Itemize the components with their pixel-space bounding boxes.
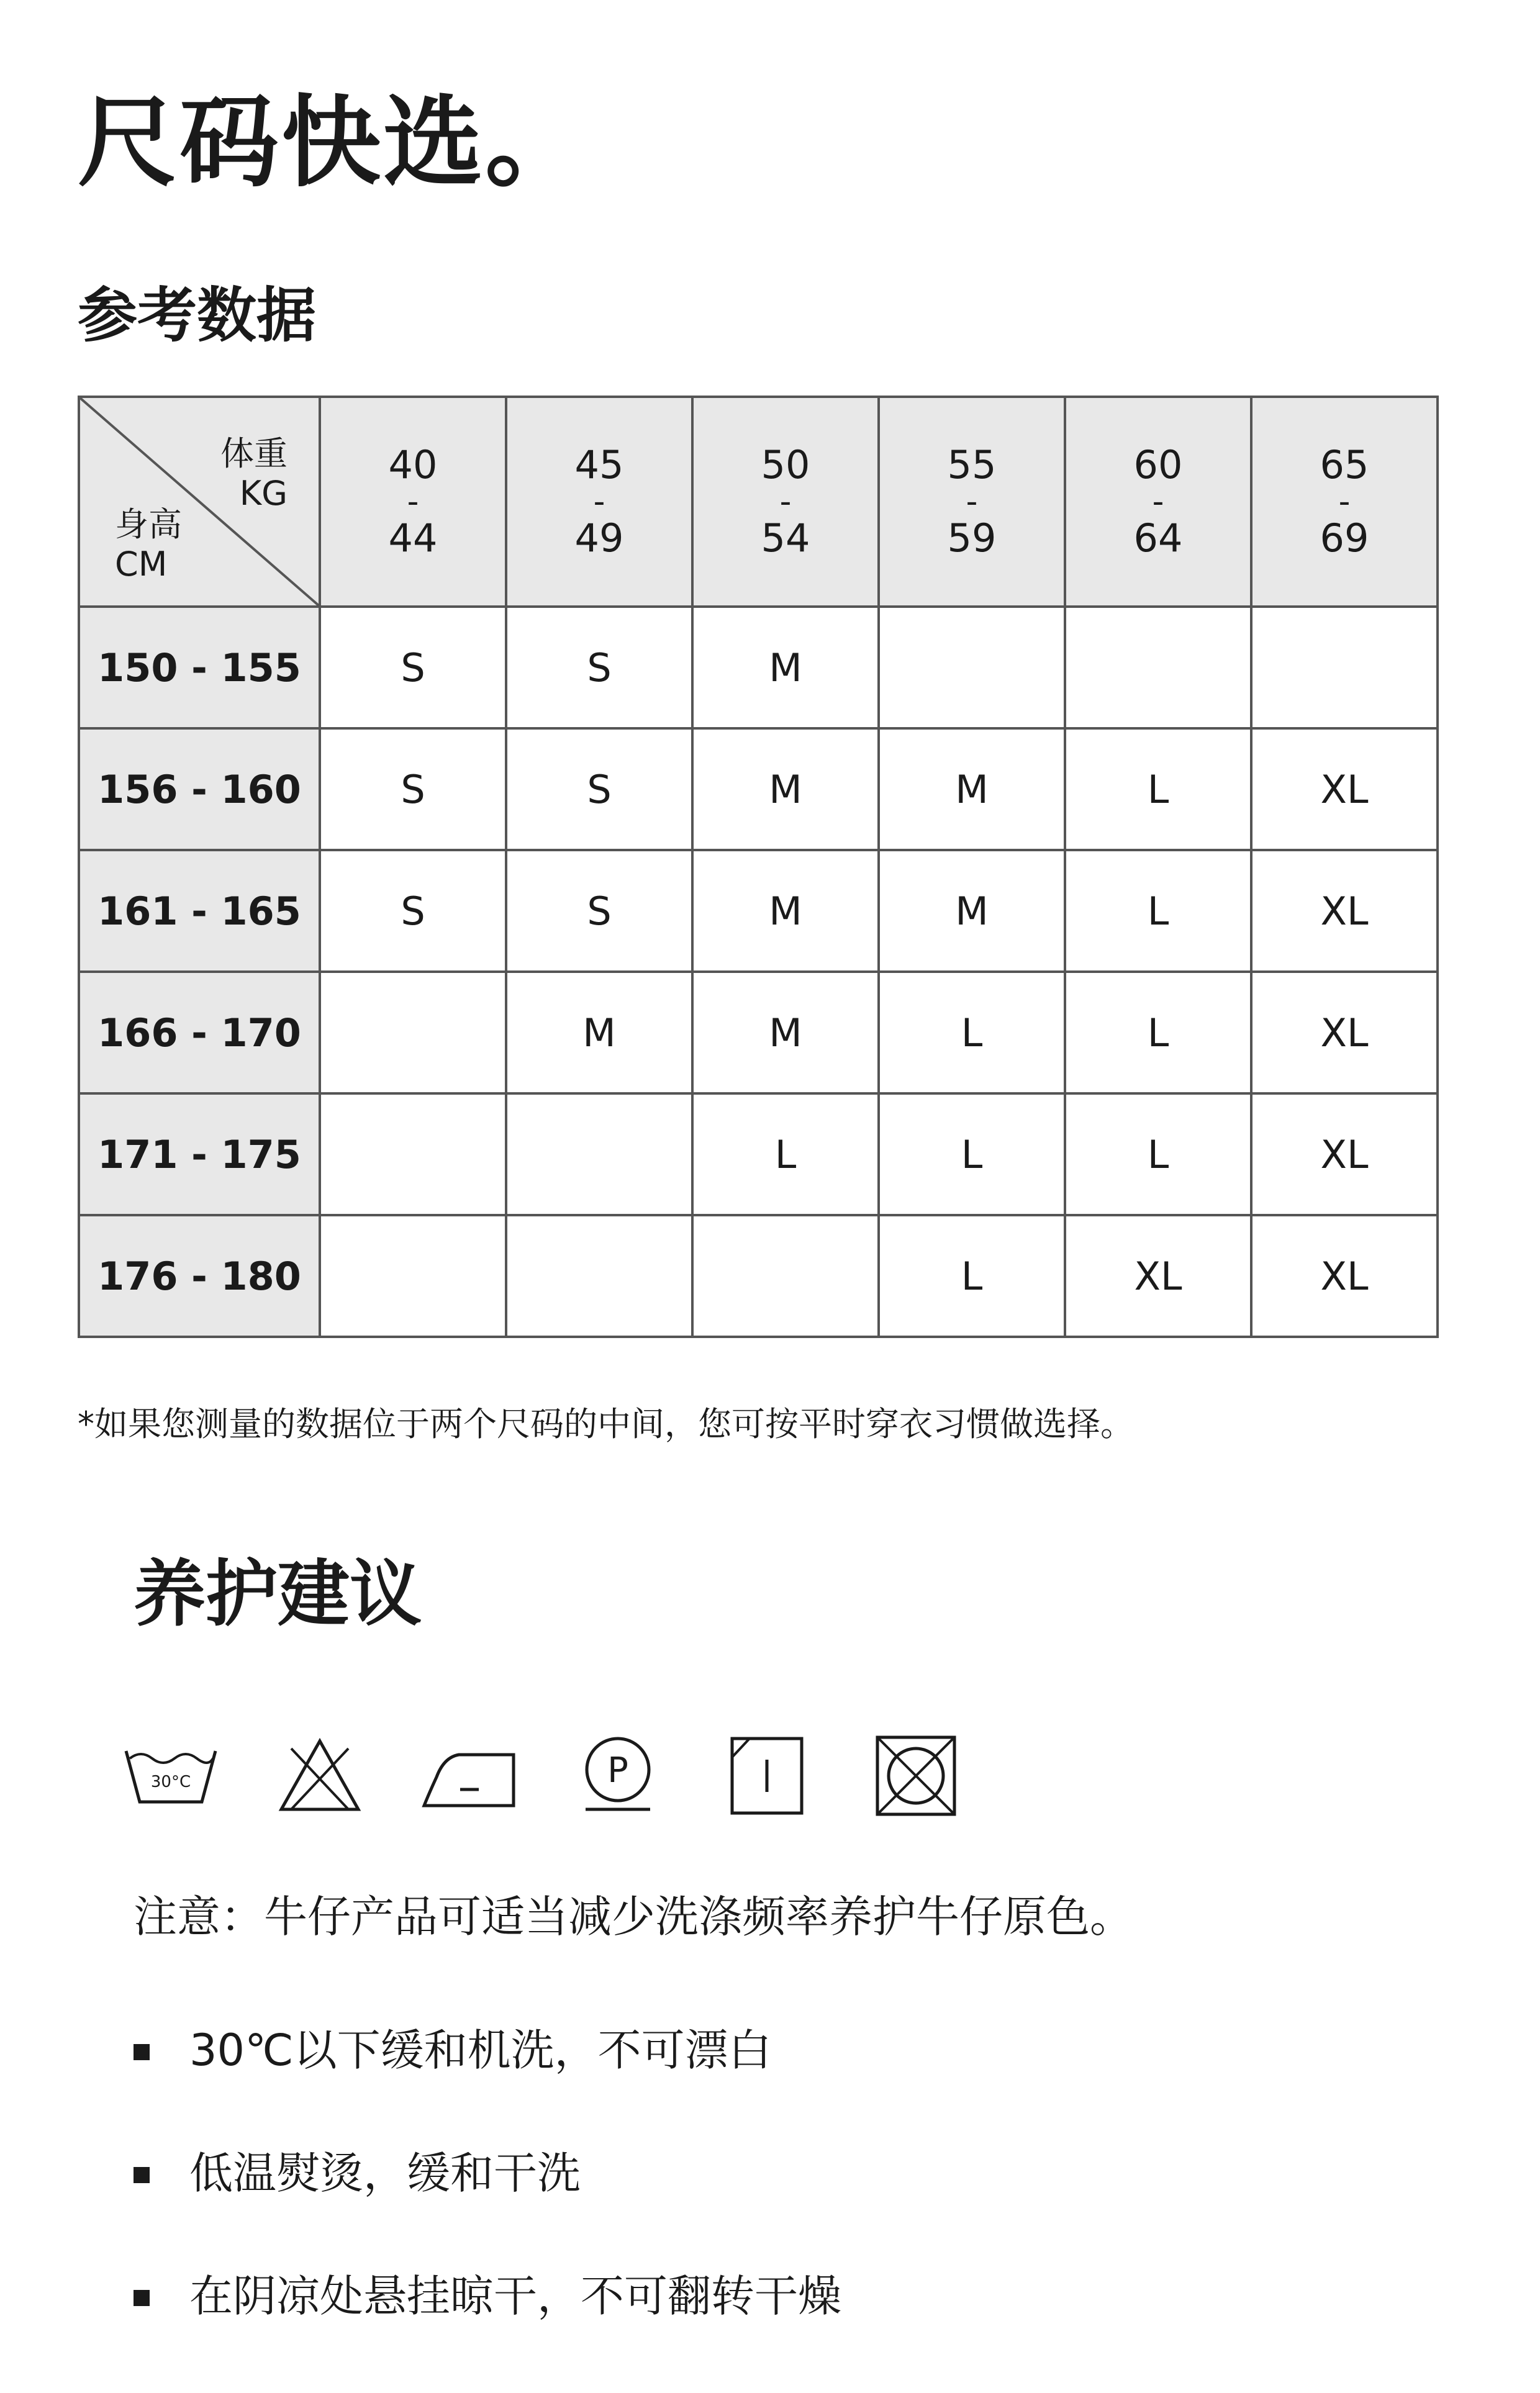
height-row-header: 176 - 180 xyxy=(79,1215,320,1337)
dry-clean-p-icon xyxy=(568,1732,668,1819)
size-cell: L xyxy=(879,1093,1065,1215)
size-cell: S xyxy=(506,728,692,850)
height-row-header: 166 - 170 xyxy=(79,972,320,1093)
size-footnote: *如果您测量的数据位于两个尺码的中间，您可按平时穿衣习惯做选择。 xyxy=(78,1405,1134,1444)
size-cell: L xyxy=(879,1215,1065,1337)
size-cell: M xyxy=(692,850,879,972)
weight-axis-label: 体重 KG xyxy=(220,434,288,513)
height-row-header: 156 - 160 xyxy=(79,728,320,850)
size-cell: XL xyxy=(1251,728,1438,850)
size-cell xyxy=(506,1215,692,1337)
size-cell: M xyxy=(879,850,1065,972)
table-row xyxy=(79,1215,1438,1337)
height-row-header: 171 - 175 xyxy=(79,1093,320,1215)
table-corner-cell xyxy=(79,397,320,607)
page-title: 尺码快选。 xyxy=(78,84,587,201)
table-row xyxy=(79,728,1438,850)
size-cell xyxy=(320,1215,506,1337)
size-cell xyxy=(1065,607,1251,728)
size-cell: S xyxy=(506,607,692,728)
care-attention-note: 注意：牛仔产品可适当减少洗涤频率养护牛仔原色。 xyxy=(134,1891,1133,1942)
height-row-header: 161 - 165 xyxy=(79,850,320,972)
list-item: 在阴凉处悬挂晾干，不可翻转干燥 xyxy=(134,2270,841,2322)
size-cell: S xyxy=(320,850,506,972)
size-cell xyxy=(692,1215,879,1337)
svg-text:30°C: 30°C xyxy=(150,1773,191,1791)
size-cell: L xyxy=(692,1093,879,1215)
table-row xyxy=(79,850,1438,972)
size-cell: S xyxy=(320,728,506,850)
wash-30-icon xyxy=(121,1732,220,1819)
care-section-title: 养护建议 xyxy=(134,1552,422,1636)
size-cell: S xyxy=(320,607,506,728)
size-cell xyxy=(320,1093,506,1215)
table-row xyxy=(79,607,1438,728)
size-cell: M xyxy=(692,607,879,728)
size-cell: L xyxy=(1065,972,1251,1093)
size-cell: M xyxy=(692,728,879,850)
care-instructions-list xyxy=(134,2024,841,2393)
table-row xyxy=(79,972,1438,1093)
weight-column-header: 50 - 54 xyxy=(692,397,879,607)
size-cell: XL xyxy=(1251,1215,1438,1337)
size-chart-table xyxy=(78,396,1439,1338)
size-cell: XL xyxy=(1251,850,1438,972)
size-cell: L xyxy=(879,972,1065,1093)
care-icons-row xyxy=(121,1732,966,1819)
line-dry-shade-icon xyxy=(717,1732,817,1819)
size-cell: XL xyxy=(1251,972,1438,1093)
weight-column-header: 60 - 64 xyxy=(1065,397,1251,607)
size-cell xyxy=(320,972,506,1093)
weight-column-header: 45 - 49 xyxy=(506,397,692,607)
iron-low-icon xyxy=(419,1732,519,1819)
size-cell: L xyxy=(1065,850,1251,972)
size-cell: M xyxy=(506,972,692,1093)
size-cell: M xyxy=(879,728,1065,850)
weight-column-header: 55 - 59 xyxy=(879,397,1065,607)
no-bleach-icon xyxy=(270,1732,369,1819)
size-cell xyxy=(1251,607,1438,728)
size-cell: XL xyxy=(1065,1215,1251,1337)
svg-text:P: P xyxy=(607,1750,628,1791)
weight-column-header: 65 - 69 xyxy=(1251,397,1438,607)
height-row-header: 150 - 155 xyxy=(79,607,320,728)
list-item: 低温熨烫，缓和干洗 xyxy=(134,2147,841,2199)
table-row xyxy=(79,1093,1438,1215)
size-cell: L xyxy=(1065,728,1251,850)
section-title-reference-data: 参考数据 xyxy=(78,281,316,350)
list-item: 30℃以下缓和机洗，不可漂白 xyxy=(134,2024,841,2076)
table-header-row xyxy=(79,397,1438,607)
size-cell xyxy=(879,607,1065,728)
size-cell: S xyxy=(506,850,692,972)
weight-column-header: 40 - 44 xyxy=(320,397,506,607)
size-cell xyxy=(506,1093,692,1215)
no-tumble-dry-icon xyxy=(866,1732,966,1819)
height-axis-label: 身高 CM xyxy=(115,505,182,584)
size-cell: M xyxy=(692,972,879,1093)
size-cell: L xyxy=(1065,1093,1251,1215)
size-cell: XL xyxy=(1251,1093,1438,1215)
